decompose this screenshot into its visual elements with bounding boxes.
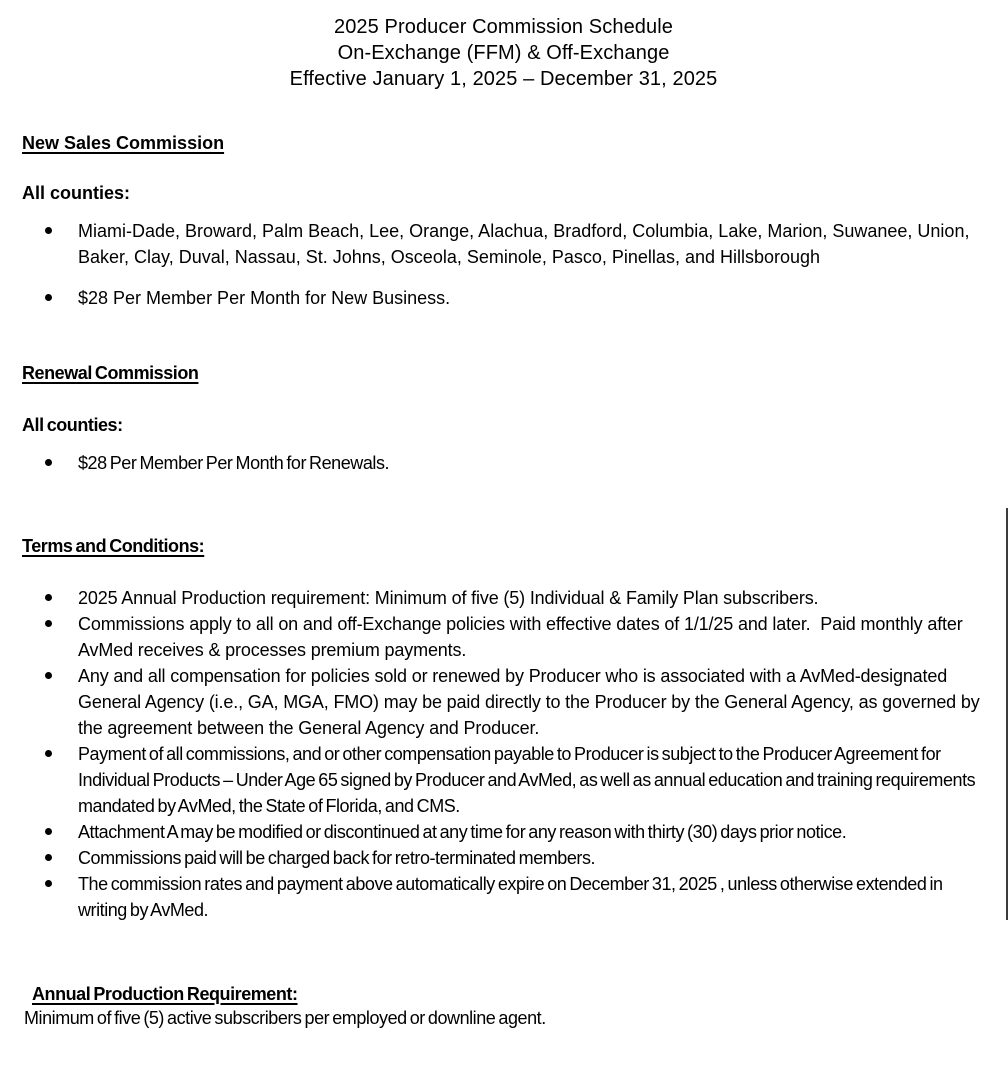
- renewal-subheading: All counties:: [22, 415, 123, 435]
- list-item: [78, 845, 985, 871]
- new-sales-subheading: All counties:: [22, 183, 131, 203]
- list-item-text: Attachment A may be modified or discontinued at any time for any reason with thirty (30) days prior notice.: [78, 822, 847, 842]
- list-item: [78, 285, 985, 311]
- terms-heading: Terms and Conditions:: [22, 536, 205, 556]
- list-item: [78, 663, 985, 741]
- new-sales-bullet-list: [22, 218, 985, 311]
- list-item: [78, 741, 985, 819]
- list-item-text: Miami-Dade, Broward, Palm Beach, Lee, Orange, Alachua, Bradford, Columbia, Lake, Marion, Suwanee, Union, Baker, Clay, Duval, Nassau, St. Johns, Osceola, Seminole, Pasco, Pinellas, and Hillsborough: [78, 221, 975, 267]
- list-item: [78, 819, 985, 845]
- list-item-text: 2025 Annual Production requirement: Minimum of five (5) Individual & Family Plan subscribers.: [78, 588, 819, 608]
- list-item-text: $28 Per Member Per Month for New Business.: [78, 288, 451, 308]
- list-item-text: Payment of all commissions, and or other compensation payable to Producer is subject to the Producer Agreement for Individual Products – Under Age 65 signed by Producer and AvMed, as well as annual education and training requirements mandated by AvMed, the State of Florida, and CMS.: [78, 744, 979, 816]
- list-item: [78, 585, 985, 611]
- annual-requirement-text: Minimum of five (5) active subscribers per employed or downline agent.: [24, 1008, 546, 1028]
- document-title: [22, 14, 985, 92]
- list-item-text: Commissions apply to all on and off-Exchange policies with effective dates of 1/1/25 and later. Paid monthly after AvMed receives & processes premium payments.: [78, 614, 967, 660]
- title-line-1: 2025 Producer Commission Schedule: [333, 16, 674, 38]
- list-item-text: Commissions paid will be charged back for retro-terminated members.: [78, 848, 596, 868]
- list-item-text: Any and all compensation for policies sold or renewed by Producer who is associated with a AvMed-designated General Agency (i.e., GA, MGA, FMO) may be paid directly to the Producer by the General Agency, as governed by the agreement between the General Agency and Producer.: [78, 666, 985, 738]
- new-sales-heading: New Sales Commission: [22, 133, 225, 153]
- list-item: [78, 871, 985, 923]
- title-line-2: On-Exchange (FFM) & Off-Exchange: [337, 42, 670, 64]
- annual-heading: Annual Production Requirement:: [32, 984, 298, 1004]
- list-item-text: The commission rates and payment above automatically expire on December 31, 2025 , unless otherwise extended in writing by AvMed.: [78, 874, 946, 920]
- renewal-bullet-list: [22, 450, 985, 476]
- section-renewal-commission: [22, 360, 985, 476]
- terms-bullet-list: [22, 585, 985, 923]
- title-line-3: Effective January 1, 2025 – December 31, 2025: [289, 68, 718, 90]
- renewal-heading: Renewal Commission: [22, 363, 199, 383]
- list-item-text: $28 Per Member Per Month for Renewals.: [78, 453, 390, 473]
- list-item: [78, 611, 985, 663]
- list-item: [78, 218, 985, 270]
- list-item: [78, 450, 985, 476]
- section-terms-and-conditions: [22, 533, 985, 923]
- section-new-sales-commission: [22, 130, 985, 311]
- section-annual-production-requirement: [22, 982, 985, 1030]
